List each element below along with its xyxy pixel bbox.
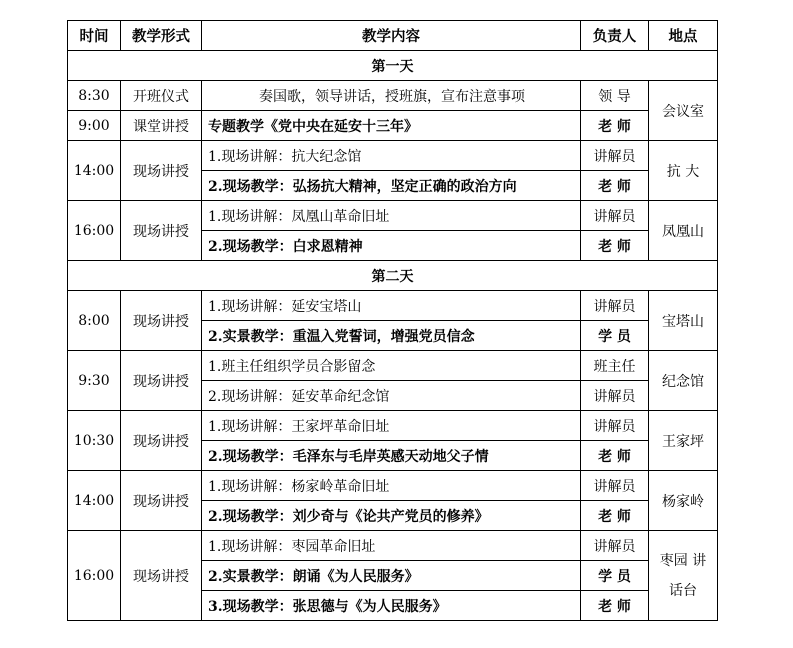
content-cell: 1.班主任组织学员合影留念 — [202, 351, 581, 381]
form-cell: 开班仪式 — [121, 81, 202, 111]
place-cell: 杨家岭 — [649, 471, 718, 531]
content-cell: 1.现场讲解：枣园革命旧址 — [202, 531, 581, 561]
owner-cell: 讲解员 — [581, 141, 649, 171]
table-row — [68, 531, 718, 561]
time-cell: 8:30 — [68, 81, 121, 111]
owner-cell: 老 师 — [581, 441, 649, 471]
place-cell: 枣园 讲话台 — [649, 531, 718, 621]
header-place: 地点 — [649, 21, 718, 51]
content-cell: 1.现场讲解：凤凰山革命旧址 — [202, 201, 581, 231]
form-cell: 现场讲授 — [121, 351, 202, 411]
owner-cell: 老 师 — [581, 111, 649, 141]
owner-cell: 领 导 — [581, 81, 649, 111]
owner-cell: 学 员 — [581, 321, 649, 351]
content-cell: 1.现场讲解：王家坪革命旧址 — [202, 411, 581, 441]
content-cell: 2.现场教学：刘少奇与《论共产党员的修养》 — [202, 501, 581, 531]
table-row — [68, 471, 718, 501]
table-row — [68, 111, 718, 141]
owner-cell: 老 师 — [581, 171, 649, 201]
owner-cell: 班主任 — [581, 351, 649, 381]
time-cell: 8:00 — [68, 291, 121, 351]
owner-cell: 讲解员 — [581, 471, 649, 501]
form-cell: 课堂讲授 — [121, 111, 202, 141]
day-title: 第一天 — [68, 51, 718, 81]
content-cell: 2.现场讲解：延安革命纪念馆 — [202, 381, 581, 411]
place-cell: 宝塔山 — [649, 291, 718, 351]
time-cell: 10:30 — [68, 411, 121, 471]
owner-cell: 讲解员 — [581, 411, 649, 441]
content-cell: 1.现场讲解：杨家岭革命旧址 — [202, 471, 581, 501]
owner-cell: 老 师 — [581, 231, 649, 261]
owner-cell: 讲解员 — [581, 531, 649, 561]
content-cell: 1.现场讲解：延安宝塔山 — [202, 291, 581, 321]
place-cell: 王家坪 — [649, 411, 718, 471]
table-row — [68, 291, 718, 321]
header-content: 教学内容 — [202, 21, 581, 51]
time-cell: 16:00 — [68, 201, 121, 261]
time-cell: 9:00 — [68, 111, 121, 141]
content-cell: 2.现场教学：毛泽东与毛岸英感天动地父子情 — [202, 441, 581, 471]
time-cell: 16:00 — [68, 531, 121, 621]
place-cell: 凤凰山 — [649, 201, 718, 261]
content-cell: 奏国歌，领导讲话，授班旗，宣布注意事项 — [202, 81, 581, 111]
form-cell: 现场讲授 — [121, 201, 202, 261]
owner-cell: 老 师 — [581, 591, 649, 621]
schedule-table — [67, 20, 718, 621]
form-cell: 现场讲授 — [121, 471, 202, 531]
content-cell: 2.实景教学：朗诵《为人民服务》 — [202, 561, 581, 591]
header-owner: 负责人 — [581, 21, 649, 51]
form-cell: 现场讲授 — [121, 141, 202, 201]
form-cell: 现场讲授 — [121, 411, 202, 471]
form-cell: 现场讲授 — [121, 531, 202, 621]
content-cell: 3.现场教学：张思德与《为人民服务》 — [202, 591, 581, 621]
owner-cell: 讲解员 — [581, 201, 649, 231]
place-cell: 纪念馆 — [649, 351, 718, 411]
day-row — [68, 51, 718, 81]
form-cell: 现场讲授 — [121, 291, 202, 351]
table-row — [68, 411, 718, 441]
owner-cell: 讲解员 — [581, 291, 649, 321]
content-cell: 专题教学《党中央在延安十三年》 — [202, 111, 581, 141]
content-cell: 2.实景教学：重温入党誓词，增强党员信念 — [202, 321, 581, 351]
table-row — [68, 351, 718, 381]
table-row — [68, 201, 718, 231]
header-form: 教学形式 — [121, 21, 202, 51]
table-row — [68, 81, 718, 111]
place-cell: 抗 大 — [649, 141, 718, 201]
time-cell: 14:00 — [68, 471, 121, 531]
owner-cell: 学 员 — [581, 561, 649, 591]
time-cell: 9:30 — [68, 351, 121, 411]
header-row — [68, 21, 718, 51]
day-title: 第二天 — [68, 261, 718, 291]
day-row — [68, 261, 718, 291]
content-cell: 2.现场教学：弘扬抗大精神，坚定正确的政治方向 — [202, 171, 581, 201]
time-cell: 14:00 — [68, 141, 121, 201]
place-cell: 会议室 — [649, 81, 718, 141]
header-time: 时间 — [68, 21, 121, 51]
table-row — [68, 141, 718, 171]
owner-cell: 讲解员 — [581, 381, 649, 411]
owner-cell: 老 师 — [581, 501, 649, 531]
content-cell: 1.现场讲解：抗大纪念馆 — [202, 141, 581, 171]
content-cell: 2.现场教学：白求恩精神 — [202, 231, 581, 261]
